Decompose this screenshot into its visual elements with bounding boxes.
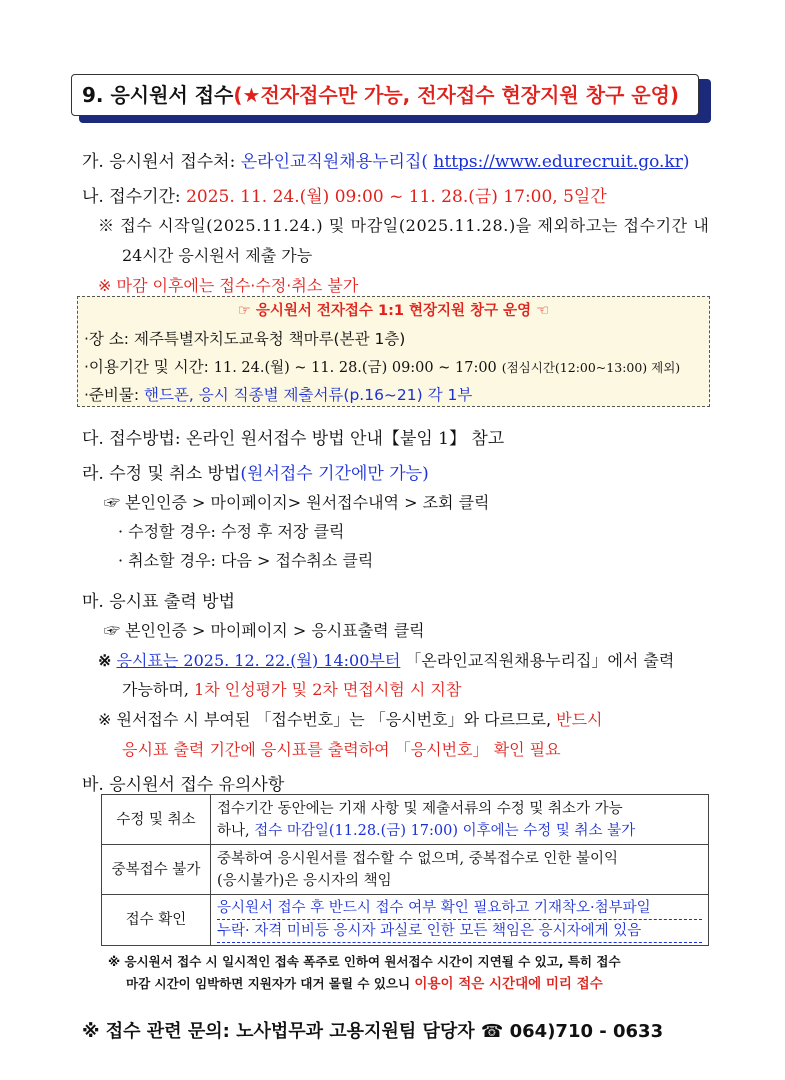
ma-note1-rest: 「온라인교직원채용누리집」에서 출력 (405, 651, 675, 670)
ma-note1-line1 (98, 648, 674, 671)
notice-items-label: ·준비물: (84, 386, 140, 404)
title-number: 9. (82, 83, 104, 107)
contact-info: ※ 접수 관련 문의: 노사법무과 고용지원팀 담당자 ☎ 064)710 - 0633 (82, 1021, 664, 1042)
row2-line1: 응시원서 접수 후 반드시 접수 여부 확인 필요하고 기재착오·첨부파일 (217, 897, 702, 920)
row0-line2 (217, 820, 702, 842)
ra-edit: · 수정할 경우: 수정 후 저장 클릭 (118, 522, 345, 541)
notice-items (84, 383, 472, 405)
ma-note2-line1a: ※ 원서접수 시 부여된 「접수번호」는 「응시번호」와 다르므로, (98, 710, 552, 729)
notice-time-value: 11. 24.(월) ~ 11. 28.(금) 09:00 ~ 17:00 (213, 360, 497, 376)
footnote-line2 (126, 972, 603, 992)
table-row (102, 795, 709, 845)
ra-paren: (원서접수 기간에만 가능) (240, 464, 429, 484)
item-ra (82, 459, 429, 484)
ga-close: ) (682, 152, 690, 172)
section-title (71, 74, 699, 116)
row-head-duplicate: 중복접수 불가 (102, 845, 211, 895)
na-period: 2025. 11. 24.(월) 09:00 ~ 11. 28.(금) 17:00, 5일간 (186, 187, 607, 207)
notice-items-value: 핸드폰, 응시 직종별 제출서류(p.16~21) 각 1부 (144, 386, 473, 404)
row0-line2b: 접수 마감일(11.28.(금) 17:00) 이후에는 수정 및 취소 불가 (254, 822, 636, 839)
na-label: 나. 접수기간: (82, 187, 181, 207)
ga-site: 온라인교직원채용누리집( (240, 152, 429, 172)
row-body-confirm (211, 895, 709, 946)
table-row (102, 845, 709, 895)
row-head-edit-cancel: 수정 및 취소 (102, 795, 211, 845)
row1-line2: (응시불가)은 응시자의 책임 (217, 872, 392, 889)
row-head-confirm: 접수 확인 (102, 895, 211, 946)
ma-note1-line2 (122, 677, 461, 700)
na-note-line1: ※ 접수 시작일(2025.11.24.) 및 마감일(2025.11.28.)을 제외하고는 접수기간 내 (98, 216, 710, 235)
ma-note1-date: 응시표는 2025. 12. 22.(월) 14:00부터 (116, 651, 401, 670)
ra-path: ☞ 본인인증 > 마이페이지> 원서접수내역 > 조회 클릭 (104, 493, 490, 512)
title-sub: (★전자접수만 가능, 전자접수 현장지원 창구 운영) (233, 83, 680, 107)
ma-note1-line2b: 1차 인성평가 및 2차 면접시험 시 지참 (194, 680, 462, 699)
caution-table (101, 794, 709, 946)
ma-path: ☞ 본인인증 > 마이페이지 > 응시표출력 클릭 (104, 621, 425, 640)
footnote-line2b: 이용이 적은 시간대에 미리 접수 (414, 976, 603, 992)
title-main: 응시원서 접수 (110, 83, 234, 107)
na-warning: ※ 마감 이후에는 접수·수정·취소 불가 (98, 276, 359, 295)
row-body-duplicate (211, 845, 709, 895)
table-row (102, 895, 709, 946)
row0-line1: 접수기간 동안에는 기재 사항 및 제출서류의 수정 및 취소가 가능 (217, 800, 623, 817)
ma-note2-line1b: 반드시 (556, 710, 603, 729)
ma-note2-line2: 응시표 출력 기간에 응시표를 출력하여 「응시번호」 확인 필요 (122, 740, 561, 759)
ma-note1-mark: ※ (98, 651, 112, 670)
notice-time (84, 355, 680, 377)
ga-url-link[interactable]: https://www.edurecruit.go.kr (433, 152, 683, 172)
row0-line2a: 하나, (217, 822, 250, 839)
onsite-support-box (77, 296, 710, 407)
row2-line2: 누락· 자격 미비등 응시자 과실로 인한 모든 책임은 응시자에게 있음 (217, 920, 702, 943)
notice-time-label: ·이용기간 및 시간: (84, 358, 209, 376)
item-ba: 바. 응시원서 접수 유의사항 (82, 775, 285, 795)
notice-header: ☞ 응시원서 전자접수 1:1 현장지원 창구 운영 ☜ (237, 303, 550, 319)
notice-time-note: (점심시간(12:00~13:00) 제외) (501, 360, 681, 375)
footnote-line1: ※ 응시원서 접수 시 일시적인 접속 폭주로 인하여 원서접수 시간이 지연될 수 있고, 특히 접수 (108, 954, 621, 969)
ra-label: 라. 수정 및 취소 방법 (82, 464, 241, 484)
notice-place-label: ·장 소: (84, 330, 130, 348)
item-ma: 마. 응시표 출력 방법 (82, 592, 235, 612)
footnote-line2a: 마감 시간이 임박하면 지원자가 대거 몰릴 수 있으니 (126, 976, 411, 991)
row-body-edit-cancel (211, 795, 709, 845)
notice-place (84, 327, 405, 349)
ra-cancel: · 취소할 경우: 다음 > 접수취소 클릭 (118, 551, 374, 570)
na-note-line2: 24시간 응시원서 제출 가능 (122, 246, 313, 265)
ma-note1-line2a: 가능하며, (122, 680, 189, 699)
item-ga (82, 147, 690, 172)
ga-label: 가. 응시원서 접수처: (82, 152, 236, 172)
row1-line1: 중복하여 응시원서를 접수할 수 없으며, 중복접수로 인한 불이익 (217, 850, 619, 867)
notice-place-value: 제주특별자치도교육청 책마루(본관 1층) (133, 330, 406, 348)
item-da: 다. 접수방법: 온라인 원서접수 방법 안내【붙임 1】 참고 (82, 429, 505, 449)
item-na (82, 182, 607, 207)
ma-note2-line1 (98, 707, 603, 730)
